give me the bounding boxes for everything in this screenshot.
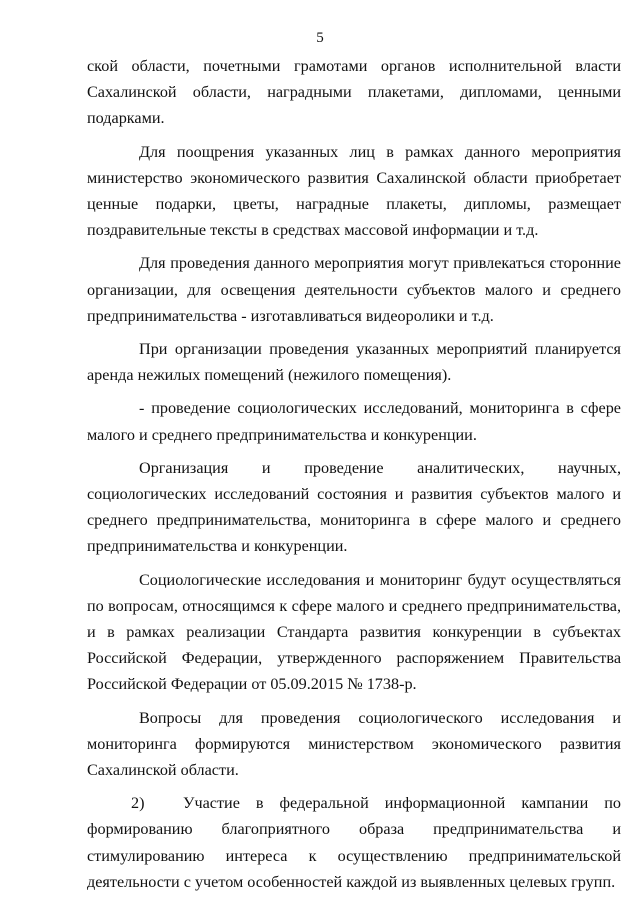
paragraph: Для поощрения указанных лиц в рамках данного мероприятия министерство экономического развития Сахалинской области приобретает ценные подарки, цветы, наградные плакеты, дипломы, размещает поздравительные тексты в средствах массовой информации и т.д.: [87, 142, 621, 240]
document-body: [87, 53, 621, 902]
paragraph: ской области, почетными грамотами органов исполнительной власти Сахалинской области, наградными плакетами, дипломами, ценными подарками.: [87, 57, 621, 128]
paragraph: Вопросы для проведения социологического исследования и мониторинга формируются министерством экономического развития Сахалинской области.: [87, 708, 621, 780]
numbered-item: [87, 790, 621, 895]
list-number: 2): [131, 794, 145, 813]
paragraph: При организации проведения указанных мероприятий планируется аренда нежилых помещений (нежилого помещения).: [87, 340, 621, 385]
paragraph: - проведение социологических исследований, мониторинга в сфере малого и среднего предпринимательства и конкуренции.: [87, 399, 621, 444]
page-number: 5: [316, 30, 324, 46]
paragraph: Для проведения данного мероприятия могут привлекаться сторонние организации, для освещения деятельности субъектов малого и среднего предпринимательства - изготавливаться видеоролики и т.д.: [87, 254, 621, 325]
paragraph: Социологические исследования и мониторинг будут осуществляться по вопросам, относящимся к сфере малого и среднего предпринимательства, и в рамках реализации Стандарта развития конкуренции в субъектах Российской Федерации, утвержденного распоряжением Правительства Российской Федерации от 05.09.2015 № 1738-р.: [87, 570, 621, 694]
list-item-text: Участие в федеральной информационной кампании по формированию благоприятного образа предпринимательства и стимулированию интереса к осуществлению предпринимательской деятельности с учетом особенностей каждой из выявленных целевых групп.: [87, 794, 621, 891]
paragraph: Организация и проведение аналитических, научных, социологических исследований состояния и развития субъектов малого и среднего предпринимательства, мониторинга в сфере малого и среднего предпринимательства и конкуренции.: [87, 458, 621, 556]
